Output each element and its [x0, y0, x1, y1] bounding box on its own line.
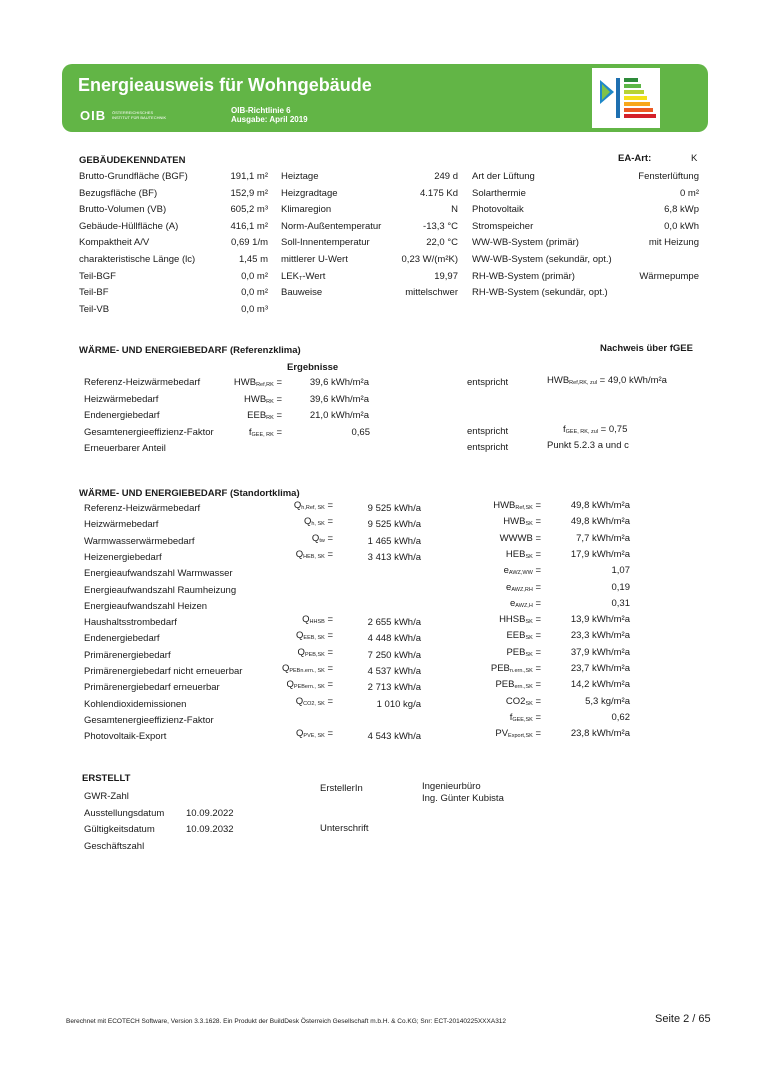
- kd1-label: Teil-VB: [79, 303, 110, 315]
- std-label: Photovoltaik-Export: [84, 731, 167, 743]
- ergebnisse-label: Ergebnisse: [287, 362, 339, 373]
- std-right-symbol: PEBSK =: [506, 646, 541, 658]
- std-symbol: QPEBn.ern., SK =: [281, 663, 333, 674]
- erstellt-label: Gültigkeitsdatum: [84, 824, 155, 835]
- std-symbol: QPVE, SK =: [296, 728, 333, 740]
- kd3-value: mit Heizung: [648, 237, 699, 249]
- std-value: 2 713 kWh/a: [367, 682, 421, 694]
- std-right-value: 0,19: [611, 581, 630, 593]
- kd1-value: 152,9 m²: [230, 187, 268, 199]
- kd3-label: Photovoltaik: [472, 204, 524, 216]
- kenndaten-title: GEBÄUDEKENNDATEN: [79, 155, 186, 166]
- kd3-value: 0,0 kWh: [664, 220, 699, 232]
- referenz-title: WÄRME- UND ENERGIEBEDARF (Referenzklima): [79, 345, 301, 356]
- std-label: Heizenergiebedarf: [84, 551, 162, 563]
- std-right-value: 13,9 kWh/m²a: [570, 614, 630, 626]
- ref-right-label: entspricht: [467, 442, 509, 453]
- std-symbol: Qh, SK =: [303, 516, 333, 528]
- kd1-value: 605,2 m³: [230, 204, 268, 216]
- std-right-value: 23,3 kWh/m²a: [570, 630, 630, 642]
- std-label: Primärenergiebedarf nicht erneuerbar: [84, 666, 243, 677]
- std-right-symbol: eAWZ,WW =: [503, 565, 541, 577]
- std-right-value: 5,3 kg/m²a: [585, 695, 630, 707]
- erstellt-value: 10.09.2022: [186, 807, 234, 819]
- kd2-value: 249 d: [434, 171, 458, 182]
- std-label: Endenergiebedarf: [84, 633, 160, 645]
- kd1-value: 0,0 m²: [241, 287, 268, 299]
- std-value: 4 543 kWh/a: [367, 731, 421, 743]
- standort-title: WÄRME- UND ENERGIEBEDARF (Standortklima): [79, 488, 300, 499]
- std-value: 9 525 kWh/a: [367, 519, 421, 531]
- std-right-symbol: CO2SK =: [505, 695, 541, 707]
- ea-art-value: K: [691, 153, 698, 164]
- kd3-label: RH-WB-System (sekundär, opt.): [472, 287, 608, 299]
- kd1-value: 0,0 m²: [241, 270, 268, 282]
- ref-symbol: fGEE, RK =: [248, 426, 282, 438]
- ref-label: Erneuerbarer Anteil: [84, 443, 166, 454]
- std-right-value: 1,07: [611, 565, 630, 577]
- kd3-value: Fensterlüftung: [638, 171, 699, 182]
- std-label: Haushaltsstrombedarf: [84, 617, 177, 629]
- std-label: Referenz-Heizwärmebedarf: [84, 503, 201, 514]
- std-right-value: 37,9 kWh/m²a: [570, 646, 630, 658]
- std-value: 4 537 kWh/a: [367, 666, 421, 677]
- std-right-symbol: PEBern.,SK =: [495, 679, 541, 691]
- energy-label-logo-icon: [592, 68, 660, 128]
- ersteller-line2: Ing. Günter Kubista: [422, 793, 504, 804]
- kd2-label: Heiztage: [281, 171, 319, 182]
- erstellt-label: GWR-Zahl: [84, 791, 129, 802]
- std-symbol: Qh,Ref, SK =: [293, 500, 333, 511]
- kd2-label: LEKT-Wert: [281, 270, 326, 282]
- kd3-value: 0 m²: [680, 187, 699, 199]
- ref-right-label: entspricht: [467, 426, 509, 437]
- footer-text: Berechnet mit ECOTECH Software, Version 3.3.1628. Ein Produkt der BuildDesk Österreich Gesellschaft m.b.H. & Co.KG; Snr: ECT-20140225XXXA312: [66, 1018, 507, 1025]
- std-symbol: QHHSB =: [302, 614, 333, 626]
- erstellt-value: 10.09.2032: [186, 824, 234, 835]
- kd1-label: Teil-BGF: [79, 270, 116, 282]
- erstellt-title: ERSTELLT: [82, 773, 131, 784]
- std-right-value: 14,2 kWh/m²a: [570, 679, 630, 691]
- kd2-value: mittelschwer: [405, 287, 458, 299]
- ref-symbol: HWBRK =: [244, 393, 282, 405]
- std-label: Energieaufwandszahl Warmwasser: [84, 568, 233, 580]
- kd1-value: 1,45 m: [238, 254, 268, 265]
- std-value: 2 655 kWh/a: [367, 617, 421, 629]
- std-label: Gesamtenergieeffizienz-Faktor: [84, 714, 214, 726]
- oib-text-line2: INSTITUT FÜR BAUTECHNIK: [112, 115, 167, 120]
- kd2-value: -13,3 °C: [423, 220, 458, 232]
- ref-right-label: entspricht: [467, 377, 509, 388]
- kd1-label: Kompaktheit A/V: [79, 237, 150, 249]
- kd3-value: 6,8 kWp: [664, 204, 699, 216]
- std-symbol: QPEB,SK =: [297, 646, 333, 658]
- std-right-symbol: EEBSK =: [506, 630, 541, 642]
- kd1-value: 0,69 1/m: [231, 237, 268, 249]
- kd1-label: charakteristische Länge (lc): [79, 254, 196, 265]
- ref-label: Gesamtenergieeffizienz-Faktor: [84, 426, 214, 438]
- ref-right-symbol: fGEE, RK, zul = 0,75: [563, 424, 628, 435]
- ref-value: 39,6 kWh/m²a: [309, 377, 369, 388]
- kd1-value: 0,0 m³: [241, 303, 268, 315]
- ref-symbol: HWBRef,RK =: [233, 377, 282, 388]
- std-symbol: QPEBern., SK =: [286, 679, 333, 691]
- ref-value: 39,6 kWh/m²a: [309, 393, 369, 405]
- std-label: Warmwasserwärmebedarf: [84, 535, 195, 547]
- kd2-label: Klimaregion: [281, 204, 332, 216]
- kd2-value: 22,0 °C: [426, 237, 458, 249]
- kd3-label: Solarthermie: [472, 187, 526, 199]
- header-banner: [62, 64, 708, 132]
- ref-label: Endenergiebedarf: [84, 410, 160, 421]
- oib-institute-text: [112, 110, 172, 120]
- kd1-value: 191,1 m²: [230, 171, 268, 182]
- kd2-label: Heizgradtage: [281, 187, 338, 199]
- std-right-value: 17,9 kWh/m²a: [570, 548, 630, 560]
- kd2-value: 0,23 W/(m²K): [401, 254, 458, 265]
- kd1-label: Teil-BF: [79, 287, 109, 299]
- kd2-value: 19,97: [434, 270, 458, 282]
- std-symbol: Qtw =: [311, 532, 333, 544]
- std-right-value: 7,7 kWh/m²a: [576, 532, 630, 544]
- kd1-label: Gebäude-Hüllfläche (A): [79, 220, 179, 232]
- richtlinie: OIB-Richtlinie 6: [231, 106, 291, 115]
- std-symbol: QHEB, SK =: [295, 548, 333, 560]
- std-right-value: 23,8 kWh/m²a: [570, 728, 630, 740]
- std-right-value: 0,62: [611, 711, 630, 723]
- kd1-value: 416,1 m²: [230, 220, 268, 232]
- ea-art-label: EA-Art:: [618, 153, 652, 164]
- kd3-label: Stromspeicher: [472, 220, 534, 232]
- erstellt-label: Ausstellungsdatum: [84, 807, 165, 819]
- std-label: Energieaufwandszahl Raumheizung: [84, 584, 237, 596]
- std-right-symbol: PEBn.ern.,SK =: [490, 663, 541, 674]
- std-right-symbol: HEBSK =: [505, 548, 541, 560]
- std-right-symbol: eAWZ,H =: [510, 597, 541, 609]
- erstellt-label: Geschäftszahl: [84, 840, 145, 852]
- kd3-label: WW-WB-System (sekundär, opt.): [472, 254, 612, 265]
- nachweis-label: Nachweis über fGEE: [600, 343, 693, 354]
- kd3-label: Art der Lüftung: [472, 171, 535, 182]
- std-label: Heizwärmebedarf: [84, 519, 159, 531]
- std-value: 9 525 kWh/a: [367, 503, 421, 514]
- std-label: Energieaufwandszahl Heizen: [84, 600, 208, 612]
- ref-symbol: EEBRK =: [247, 410, 282, 421]
- std-right-symbol: PVExport,SK =: [495, 728, 541, 740]
- std-symbol: QEEB, SK =: [296, 630, 333, 642]
- kd2-label: mittlerer U-Wert: [281, 254, 348, 265]
- ausgabe: Ausgabe: April 2019: [231, 115, 308, 124]
- ref-right-symbol: HWBRef,RK, zul = 49,0 kWh/m²a: [547, 375, 667, 386]
- ref-value: 21,0 kWh/m²a: [309, 410, 369, 421]
- std-right-symbol: HHSBSK =: [499, 614, 541, 626]
- std-right-value: 0,31: [611, 597, 630, 609]
- unterschrift-label: Unterschrift: [320, 823, 369, 834]
- ref-right-value: Punkt 5.2.3 a und c: [547, 440, 629, 451]
- oib-logo: [80, 107, 167, 125]
- ersteller-line1: Ingenieurbüro: [422, 781, 481, 792]
- std-right-symbol: fGEE,SK =: [509, 711, 541, 723]
- std-label: Primärenergiebedarf: [84, 649, 171, 661]
- kd3-label: RH-WB-System (primär): [472, 270, 575, 282]
- ref-label: Referenz-Heizwärmebedarf: [84, 377, 201, 388]
- kd2-value: N: [451, 204, 458, 216]
- kd3-value: Wärmepumpe: [639, 270, 699, 282]
- kd2-label: Norm-Außentemperatur: [281, 220, 382, 232]
- kd1-label: Brutto-Volumen (VB): [79, 204, 167, 216]
- kd2-value: 4.175 Kd: [419, 187, 458, 199]
- kd3-label: WW-WB-System (primär): [472, 237, 579, 249]
- ersteller-label: ErstellerIn: [320, 783, 363, 794]
- std-right-value: 23,7 kWh/m²a: [570, 663, 630, 674]
- std-right-symbol: WWWB =: [499, 532, 541, 544]
- std-symbol: QCO2, SK =: [295, 695, 333, 707]
- std-right-value: 49,8 kWh/m²a: [570, 500, 630, 511]
- std-value: 4 448 kWh/a: [367, 633, 421, 645]
- std-right-symbol: HWBRef,SK =: [493, 500, 541, 511]
- kd1-label: Brutto-Grundfläche (BGF): [79, 171, 188, 182]
- std-right-symbol: eAWZ,RH =: [506, 581, 541, 593]
- page-number: Seite 2 / 65: [655, 1013, 711, 1025]
- std-right-symbol: HWBSK =: [503, 516, 541, 528]
- oib-text-line1: ÖSTERREICHISCHES: [112, 110, 154, 115]
- kd2-label: Soll-Innentemperatur: [281, 237, 370, 249]
- std-right-value: 49,8 kWh/m²a: [570, 516, 630, 528]
- std-label: Primärenergiebedarf erneuerbar: [84, 682, 220, 694]
- std-value: 1 010 kg/a: [376, 698, 421, 710]
- std-value: 1 465 kWh/a: [367, 535, 421, 547]
- richtlinie-info: [231, 106, 308, 124]
- kd2-label: Bauweise: [281, 287, 323, 299]
- std-value: 7 250 kWh/a: [367, 649, 421, 661]
- kd1-label: Bezugsfläche (BF): [79, 187, 158, 199]
- std-label: Kohlendioxidemissionen: [84, 698, 187, 710]
- document-title: Energieausweis für Wohngebäude: [78, 75, 372, 95]
- ref-value: 0,65: [351, 426, 370, 438]
- std-value: 3 413 kWh/a: [367, 551, 421, 563]
- ref-label: Heizwärmebedarf: [84, 393, 159, 405]
- oib-mark: OIB: [80, 108, 107, 123]
